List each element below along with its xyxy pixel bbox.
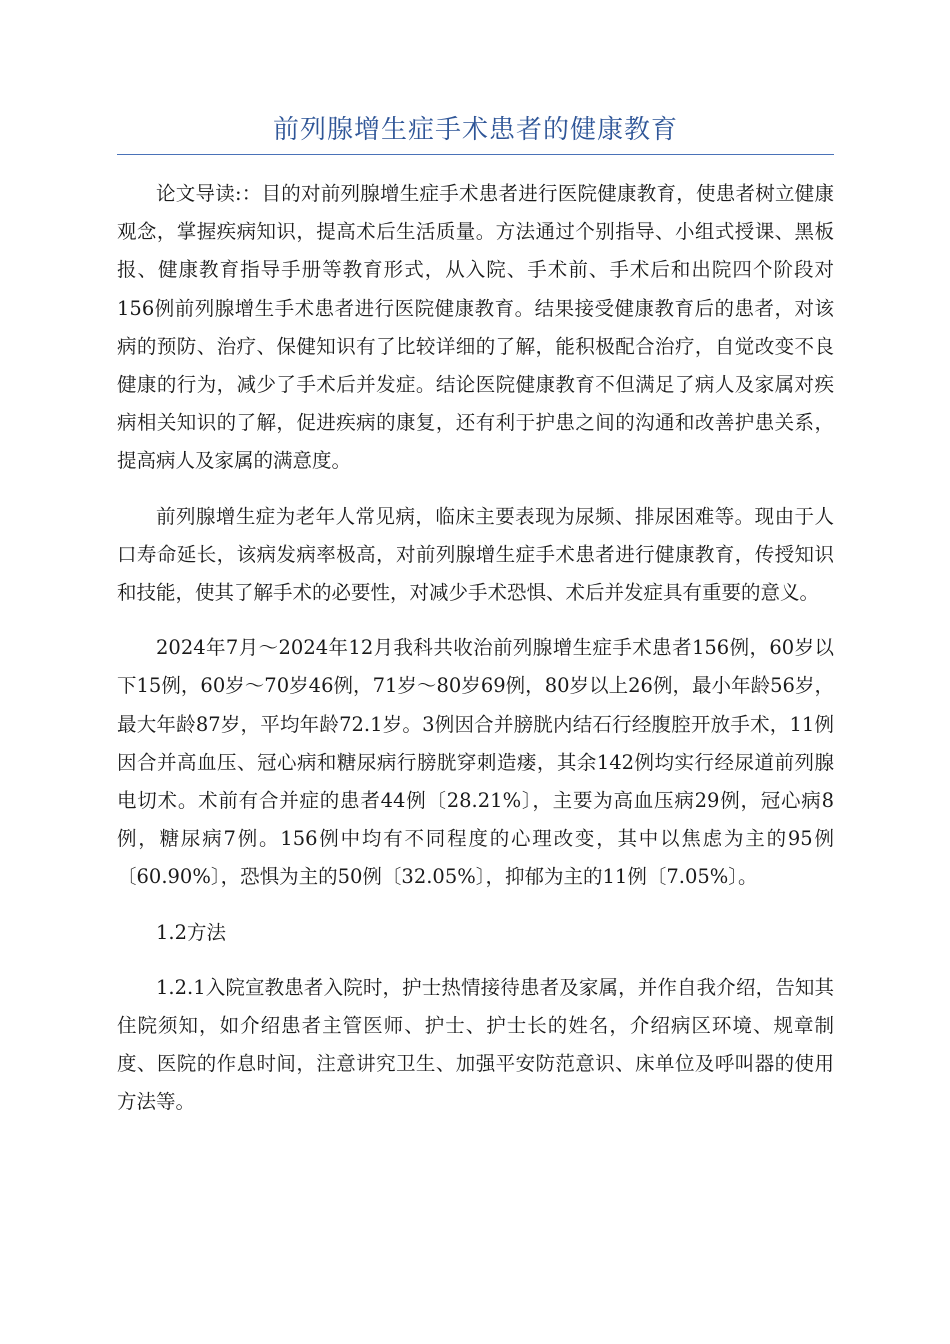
title-underline [117, 154, 834, 155]
abstract-paragraph: 论文导读:：目的对前列腺增生症手术患者进行医院健康教育，使患者树立健康观念，掌握疾病知识，提高术后生活质量。方法通过个别指导、小组式授课、黑板报、健康教育指导手册等教育形式，从入院、手术前、手术后和出院四个阶段对156例前列腺增生手术患者进行医院健康教育。结果接受健康教育后的患者，对该病的预防、治疗、保健知识有了比较详细的了解，能积极配合治疗，自觉改变不良健康的行为，减少了手术后并发症。结论医院健康教育不但满足了病人及家属对疾病相关知识的了解，促进疾病的康复，还有利于护患之间的沟通和改善护患关系，提高病人及家属的满意度。 [117, 182, 834, 473]
section-heading-methods: 1.2方法 [156, 920, 227, 944]
admission-education-paragraph: 1.2.1入院宣教患者入院时，护士热情接待患者及家属，并作自我介绍，告知其住院须知，如介绍患者主管医师、护士、护士长的姓名，介绍病区环境、规章制度、医院的作息时间，注意讲究卫生、加强平安防范意识、床单位及呼叫器的使用方法等。 [117, 975, 834, 1114]
page-title: 前列腺增生症手术患者的健康教育 [272, 115, 678, 145]
clinical-data-paragraph: 2024年7月～2024年12月我科共收治前列腺增生症手术患者156例，60岁以下15例，60岁～70岁46例，71岁～80岁69例，80岁以上26例，最小年龄56岁，最大年龄87岁，平均年龄72.1岁。3例因合并膀胱内结石行经腹腔开放手术，11例因合并高血压、冠心病和糖尿病行膀胱穿刺造瘘，其余142例均实行经尿道前列腺电切术。术前有合并症的患者44例〔28.21%〕，主要为高血压病29例，冠心病8例，糖尿病7例。156例中均有不同程度的心理改变，其中以焦虑为主的95例〔60.90%〕，恐惧为主的50例〔32.05%〕，抑郁为主的11例〔7.05%〕。 [117, 636, 834, 889]
document-body [117, 175, 834, 1139]
intro-paragraph: 前列腺增生症为老年人常见病，临床主要表现为尿频、排尿困难等。现由于人口寿命延长，该病发病率极高，对前列腺增生症手术患者进行健康教育，传授知识和技能，使其了解手术的必要性，对减少手术恐惧、术后并发症具有重要的意义。 [117, 504, 834, 605]
